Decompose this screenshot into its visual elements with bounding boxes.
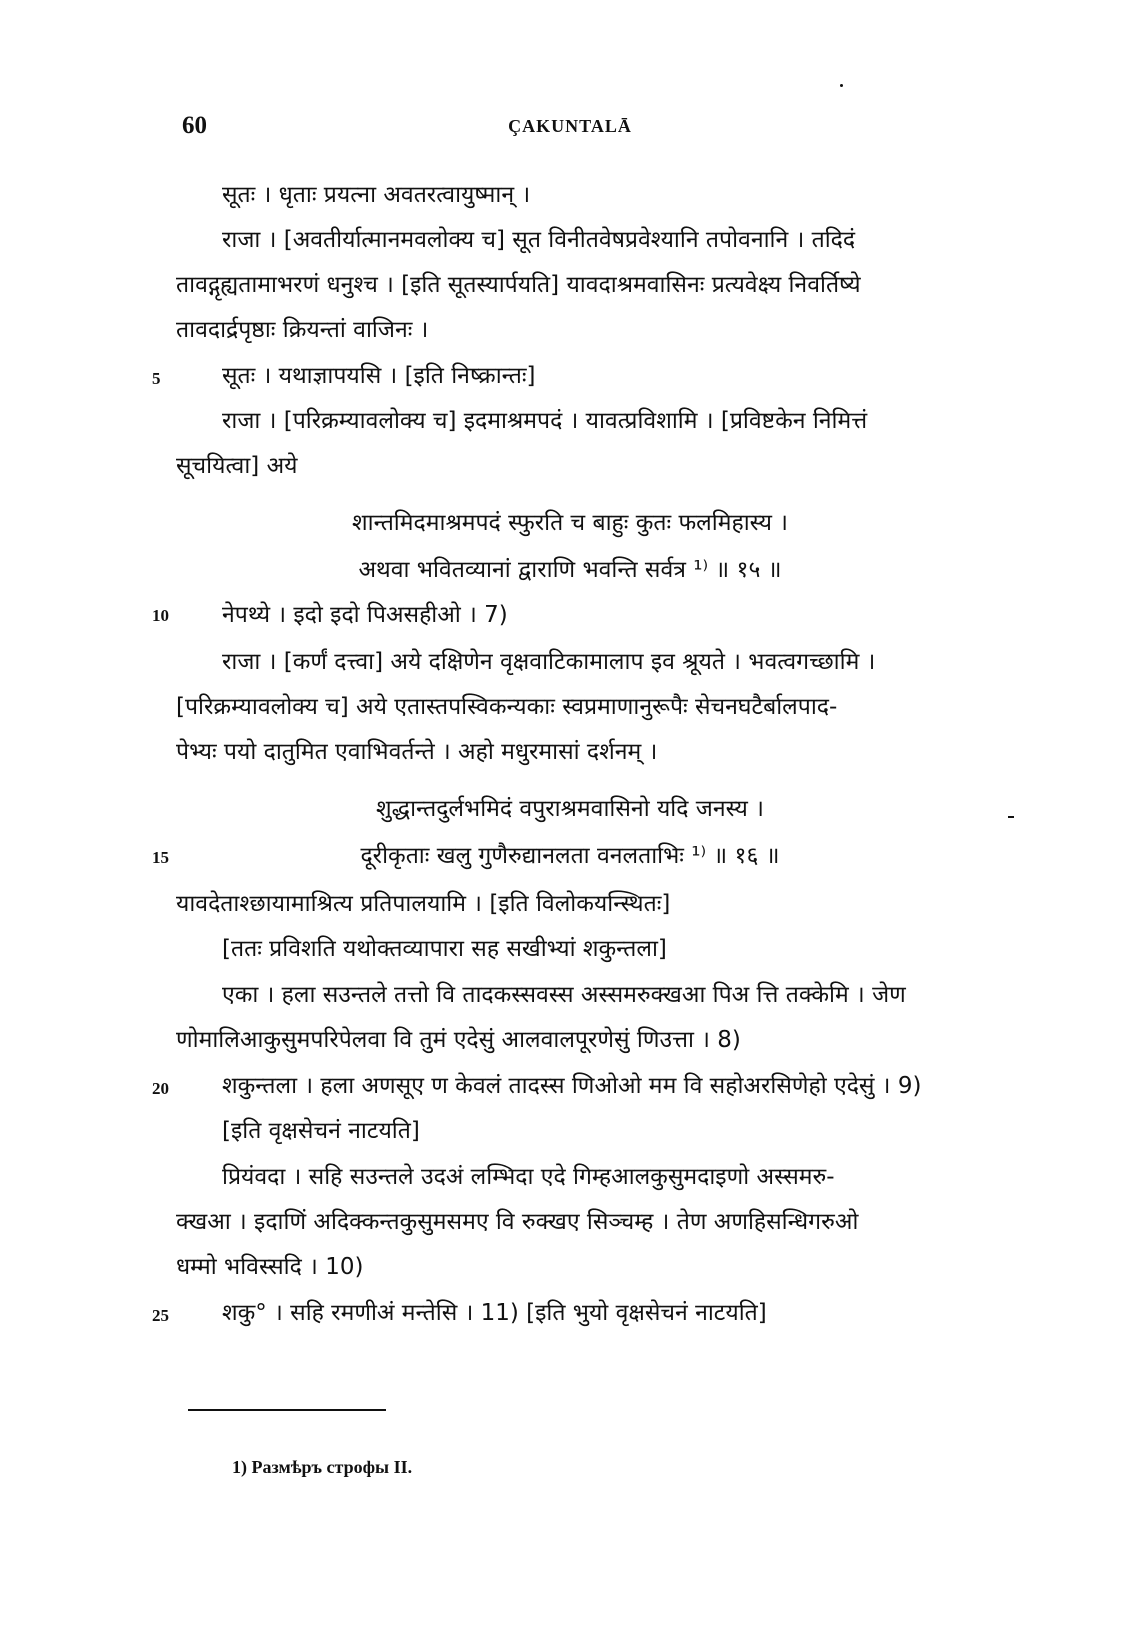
text-line: शकुन्तला । हला अणसूए ण केवलं तादस्स णिओओ मम वि सहोअरसिणेहो एदेसुं । 9) [222, 1073, 922, 1099]
page-header [0, 112, 1140, 152]
text-line: यावदेताश्छायामाश्रित्य प्रतिपालयामि । [इति विलोकयन्स्थितः] [176, 891, 671, 917]
text-line: प्रियंवदा । सहि सउन्तले उदअं लम्भिदा एदे गिम्हआलकुसुमदाइणो अस्समरु- [222, 1164, 835, 1190]
footnote: 1) Размѣръ строфы II. [232, 1457, 413, 1477]
verse-line: शान्तमिदमाश्रमपदं स्फुरति च बाहुः कुतः फलमिहास्य । [352, 510, 788, 536]
line-number: 5 [152, 369, 161, 388]
text-line: राजा । [अवतीर्यात्मानमवलोक्य च] सूत विनीतवेषप्रवेश्यानि तपोवनानि । तदिदं [222, 227, 856, 253]
line-number: 15 [152, 848, 169, 867]
text-line: क्खआ । इदाणिं अदिक्कन्तकुसुमसमए वि रुक्खए सिञ्चम्ह । तेण अणहिसन्धिगरुओ [176, 1209, 859, 1235]
text-line: णोमालिआकुसुमपरिपेलवा वि तुमं एदेसुं आलवालपूरणेसुं णिउत्ता । 8) [176, 1027, 741, 1053]
text-line: [ततः प्रविशति यथोक्तव्यापारा सह सखीभ्यां शकुन्तला] [222, 936, 667, 962]
page-number: 60 [182, 112, 207, 139]
running-title: ÇAKUNTALĀ [508, 116, 632, 136]
text-line: राजा । [परिक्रम्यावलोक्य च] इदमाश्रमपदं । यावत्प्रविशामि । [प्रविष्टकेन निमित्तं [222, 408, 868, 434]
line-number: 20 [152, 1079, 169, 1098]
text-line: राजा । [कर्णं दत्त्वा] अये दक्षिणेन वृक्षवाटिकामालाप इव श्रूयते । भवत्वगच्छामि । [222, 649, 876, 675]
line-number: 25 [152, 1306, 169, 1325]
text-line: [इति वृक्षसेचनं नाटयति] [222, 1118, 420, 1144]
ink-speck [840, 84, 843, 87]
text-line: तावदार्द्रपृष्ठाः क्रियन्तां वाजिनः । [176, 317, 429, 343]
text-line: नेपथ्ये । इदो इदो पिअसहीओ । 7) [222, 602, 508, 628]
text-line: शकु° । सहि रमणीअं मन्तेसि । 11) [इति भुयो वृक्षसेचनं नाटयति] [222, 1300, 767, 1326]
line-number: 10 [152, 606, 169, 625]
text-line: धम्मो भविस्सदि । 10) [176, 1254, 364, 1280]
verse-line: अथवा भवितव्यानां द्वाराणि भवन्ति सर्वत्र ¹⁾ ॥ १५ ॥ [358, 557, 782, 583]
text-line: तावद्गृह्यतामाभरणं धनुश्च । [इति सूतस्यार्पयति] यावदाश्रमवासिनः प्रत्यवेक्ष्य निवर्तिष्ये [176, 272, 861, 298]
text-line: सूतः । यथाज्ञापयसि । [इति निष्क्रान्तः] [222, 363, 536, 389]
verse-line: दूरीकृताः खलु गुणैरुद्यानलता वनलताभिः ¹⁾ ॥ १६ ॥ [360, 843, 780, 869]
text-line: पेभ्यः पयो दातुमित एवाभिवर्तन्ते । अहो मधुरमासां दर्शनम् । [176, 739, 658, 765]
verse-line: शुद्धान्तदुर्लभमिदं वपुराश्रमवासिनो यदि जनस्य । [376, 796, 764, 822]
text-line: एका । हला सउन्तले तत्तो वि तादकस्सवस्स अस्समरुक्खआ पिअ त्ति तक्केमि । जेण [222, 982, 906, 1008]
footnote-rule [188, 1409, 386, 1411]
text-line: सूचयित्वा] अये [176, 453, 298, 479]
text-line: सूतः । धृताः प्रयत्ना अवतरत्वायुष्मान् । [222, 182, 531, 208]
text-line: [परिक्रम्यावलोक्य च] अये एतास्तपस्विकन्यकाः स्वप्रमाणानुरूपैः सेचनघटैर्बालपाद- [176, 694, 838, 720]
